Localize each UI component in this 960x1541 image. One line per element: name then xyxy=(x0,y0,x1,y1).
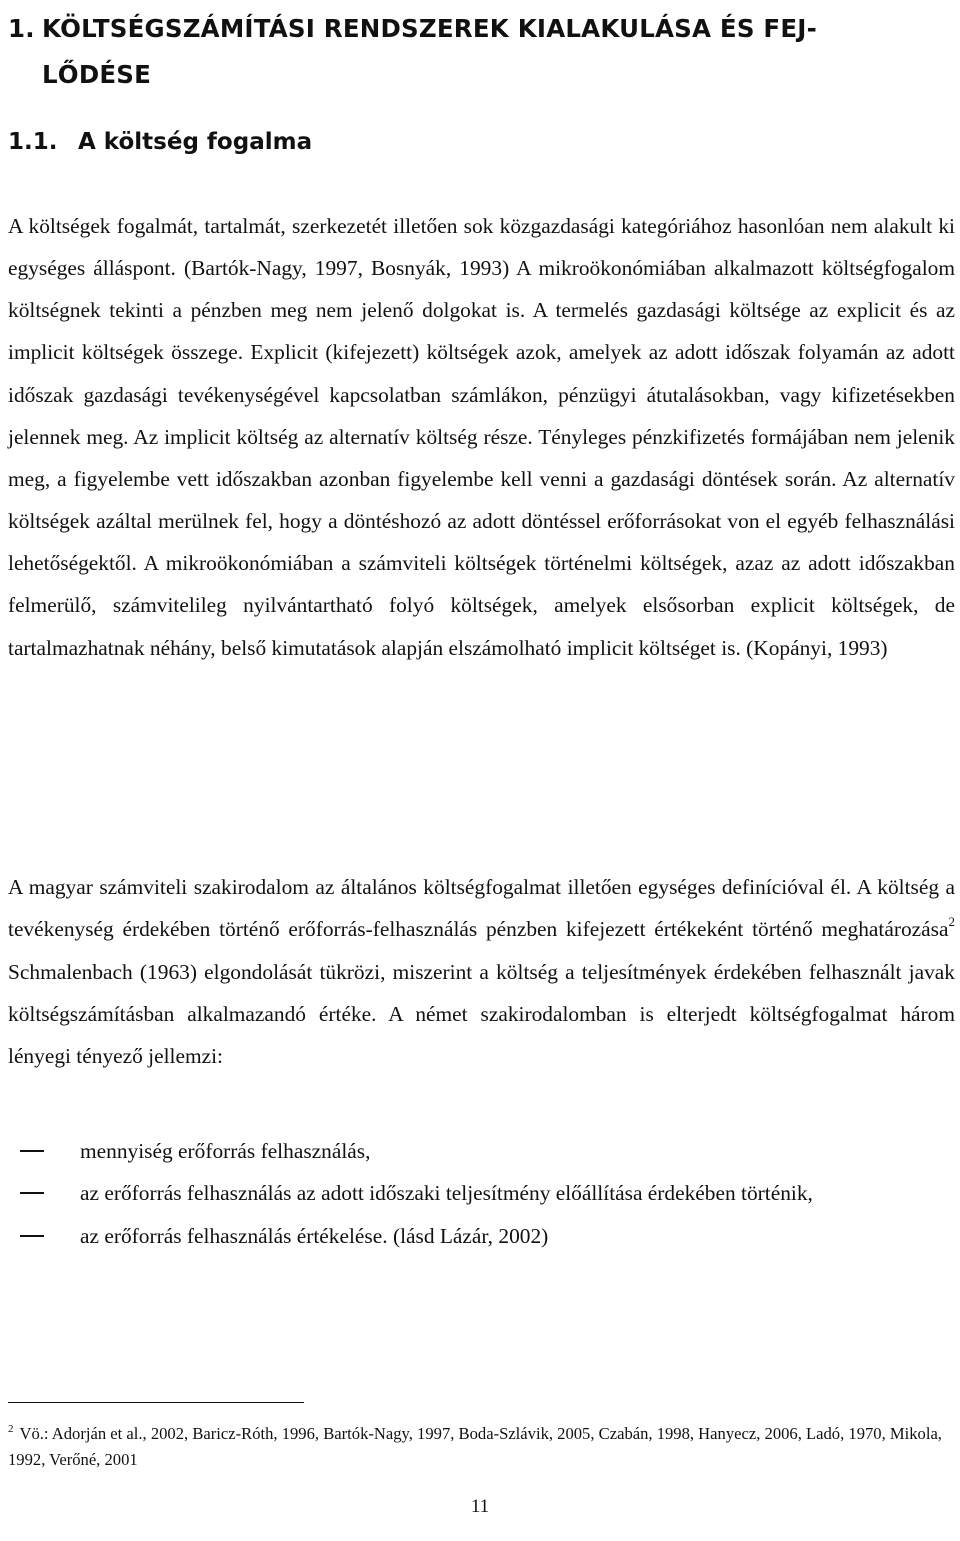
paragraph-1: A költségek fogalmát, tartalmát, szerkezetét illetően sok közgazdasági kategóriához hasonlóan nem alakult ki egységes álláspont. (Bartók-Nagy, 1997, Bosnyák, 1993) A mikroökonómiában alkalmazott költségfogalom költségnek tekinti a pénzben meg nem jelenő dolgokat is. A termelés gazdasági költsége az explicit és az implicit költségek összege. Explicit (kifejezett) költségek azok, amelyek az adott időszak folyamán az adott időszak gazdasági tevékenységével kapcsolatban számlákon, pénzügyi átutalásokban, vagy kifizetésekben jelennek meg. Az implicit költség az alternatív költség része. Tényleges pénzkifizetés formájában nem jelenik meg, a figyelembe vett időszakban azonban figyelembe kell venni a gazdasági döntések során. Az alternatív költségek azáltal merülnek fel, hogy a döntéshozó az adott döntéssel erőforrásokat von el egyéb felhasználási lehetőségektől. A mikroökonómiában a számviteli költségek történelmi költségek, azaz az adott időszakban felmerülő, számvitelileg nyilvántartható folyó költségek, amelyek elsősorban explicit költségek, de tartalmazhatnak néhány, belső kimutatások alapján elszámolható implicit költséget is. (Kopányi, 1993) xyxy=(8,214,955,660)
dash-bullet-icon xyxy=(20,1150,44,1152)
footnote-marker: 2 xyxy=(8,1423,14,1436)
chapter-heading xyxy=(8,6,948,98)
section-number: 1.1. xyxy=(8,129,58,155)
list-item xyxy=(8,1172,955,1214)
list-item xyxy=(8,1215,955,1257)
list-item-text: az erőforrás felhasználás az adott időszaki teljesítmény előállítása érdekében történik, xyxy=(80,1181,813,1206)
paragraph-2 xyxy=(8,866,955,1077)
chapter-title-line2: LŐDÉSE xyxy=(42,60,152,89)
dash-bullet-icon xyxy=(20,1192,44,1194)
footnote-divider xyxy=(8,1402,304,1403)
list-item-text: az erőforrás felhasználás értékelése. (lásd Lázár, 2002) xyxy=(80,1223,549,1248)
list-item-text: mennyiség erőforrás felhasználás, xyxy=(80,1139,371,1163)
chapter-title-line1: KÖLTSÉGSZÁMÍTÁSI RENDSZEREK KIALAKULÁSA ÉS FEJ- xyxy=(42,14,817,43)
bullet-list xyxy=(8,1130,955,1257)
page-number: 11 xyxy=(470,1496,490,1517)
dash-bullet-icon xyxy=(20,1235,44,1237)
chapter-number: 1. xyxy=(8,14,35,43)
section-title: A költség fogalma xyxy=(78,129,313,155)
section-heading xyxy=(8,122,948,162)
paragraph-2-text-b: Schmalenbach (1963) elgondolását tükrözi, miszerint a költség a teljesítmények érdekében felhasznált javak költségszámításban alkalmazandó értéke. A német szakirodalomban is elterjedt költségfogalmat három lényegi tényező jellemzi: xyxy=(8,959,955,1069)
list-item xyxy=(8,1130,955,1172)
paragraph-2-text-a: A magyar számviteli szakirodalom az általános költségfogalmat illetően egységes definícióval él. A költség a tevékenység érdekében történő erőforrás-felhasználás pénzben kifejezett értékeként történő meghatározása xyxy=(8,875,955,942)
footnote-text: Vö.: Adorján et al., 2002, Baricz-Róth, 1996, Bartók-Nagy, 1997, Boda-Szlávik, 2005, Czabán, 1998, Hanyecz, 2006, Ladó, 1970, Mikola, 1992, Verőné, 2001 xyxy=(8,1424,942,1469)
footnote-reference: 2 xyxy=(948,914,955,930)
footnote xyxy=(8,1421,955,1473)
